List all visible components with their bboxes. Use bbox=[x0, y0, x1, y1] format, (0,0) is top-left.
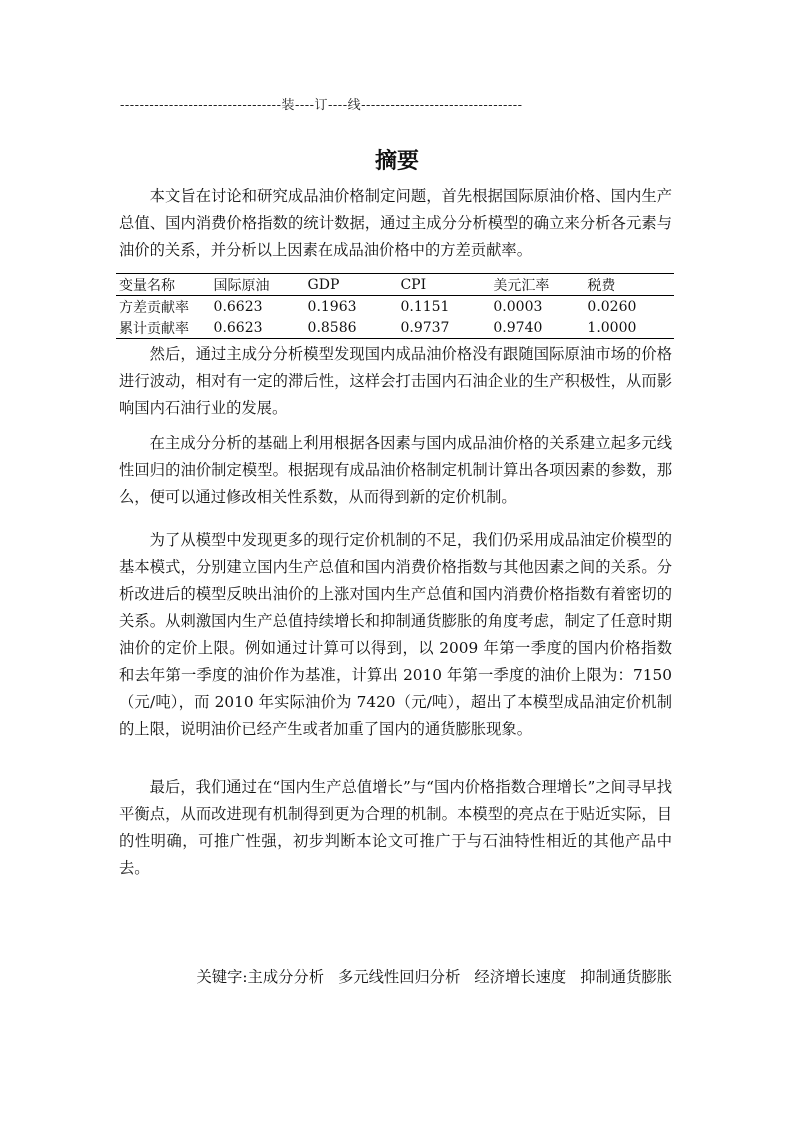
table-header-cell: 国际原油 bbox=[213, 277, 270, 294]
table-cell: 0.6623 bbox=[213, 319, 263, 336]
table-cell: 0.1963 bbox=[307, 298, 357, 315]
keywords-line bbox=[119, 965, 672, 987]
abstract-paragraph-5: 最后，我们通过在“国内生产总值增长”与“国内价格指数合理增长”之间寻早找平衡点，从而改进现有机制得到更为合理的机制。本模型的亮点在于贴近实际，目的性明确，可推广性强，初步判断本论文可推广于与石油特性相近的其他产品中去。 bbox=[119, 778, 672, 877]
table-header-cell: CPI bbox=[400, 276, 427, 293]
table-cell: 0.0260 bbox=[587, 298, 637, 315]
table-cell: 0.8586 bbox=[307, 319, 357, 336]
keyword: 抑制通货膨胀 bbox=[580, 968, 672, 986]
table-cell: 0.9737 bbox=[400, 319, 450, 336]
keyword: 多元线性回归分析 bbox=[338, 968, 461, 986]
binding-line: ---------------------------------装----订----线--------------------------------- bbox=[120, 98, 523, 113]
keyword: 主成分分析 bbox=[247, 968, 325, 986]
table-cell: 0.0003 bbox=[493, 298, 543, 315]
abstract-paragraph-3: 在主成分分析的基础上利用根据各因素与国内成品油价格的关系建立起多元线性回归的油价制定模型。根据现有成品油价格制定机制计算出各项因素的参数，那么，便可以通过修改相关性系数，从而得到新的定价机制。 bbox=[119, 434, 672, 506]
keyword: 经济增长速度 bbox=[474, 968, 567, 986]
table-row bbox=[116, 296, 674, 318]
table-row bbox=[116, 317, 674, 339]
table-cell: 1.0000 bbox=[587, 319, 637, 336]
table-cell: 累计贡献率 bbox=[119, 320, 189, 337]
abstract-title: 摘要 bbox=[374, 149, 419, 174]
abstract-paragraph-4: 为了从模型中发现更多的现行定价机制的不足，我们仍采用成品油定价模型的基本模式，分别建立国内生产总值和国内消费价格指数与其他因素之间的关系。分析改进后的模型反映出油价的上涨对国内生产总值和国内消费价格指数有着密切的关系。从刺激国内生产总值持续增长和抑制通货膨胀的角度考虑，制定了任意时期油价的定价上限。例如通过计算可以得到，以 2009 年第一季度的国内价格指数和去年第一季度的油价作为基准，计算出 2010 年第一季度的油价上限为：7150（元/吨），而 2010 年实际油价为 7420（元/吨），超出了本模型成品油定价机制的上限，说明油价已经产生或者加重了国内的通货膨胀现象。 bbox=[119, 531, 672, 738]
table-header-cell: 变量名称 bbox=[119, 277, 175, 294]
keywords-label: 关键字: bbox=[196, 968, 248, 986]
table-header-cell: 税费 bbox=[587, 277, 616, 294]
abstract-paragraph-1: 本文旨在讨论和研究成品油价格制定问题，首先根据国际原油价格、国内生产总值、国内消费价格指数的统计数据，通过主成分分析模型的确立来分析各元素与油价的关系，并分析以上因素在成品油价格中的方差贡献率。 bbox=[119, 187, 672, 259]
table-cell: 0.6623 bbox=[213, 298, 263, 315]
abstract-paragraph-2: 然后，通过主成分分析模型发现国内成品油价格没有跟随国际原油市场的价格进行波动，相对有一定的滞后性，这样会打击国内石油企业的生产积极性，从而影响国内石油行业的发展。 bbox=[119, 345, 672, 417]
table-header-cell: GDP bbox=[307, 276, 340, 293]
table-cell: 方差贡献率 bbox=[119, 299, 189, 316]
table-header-cell: 美元汇率 bbox=[493, 277, 550, 294]
table-header-row bbox=[116, 274, 674, 296]
table-cell: 0.1151 bbox=[400, 298, 450, 315]
variance-contribution-table bbox=[116, 273, 674, 339]
table-cell: 0.9740 bbox=[493, 319, 543, 336]
